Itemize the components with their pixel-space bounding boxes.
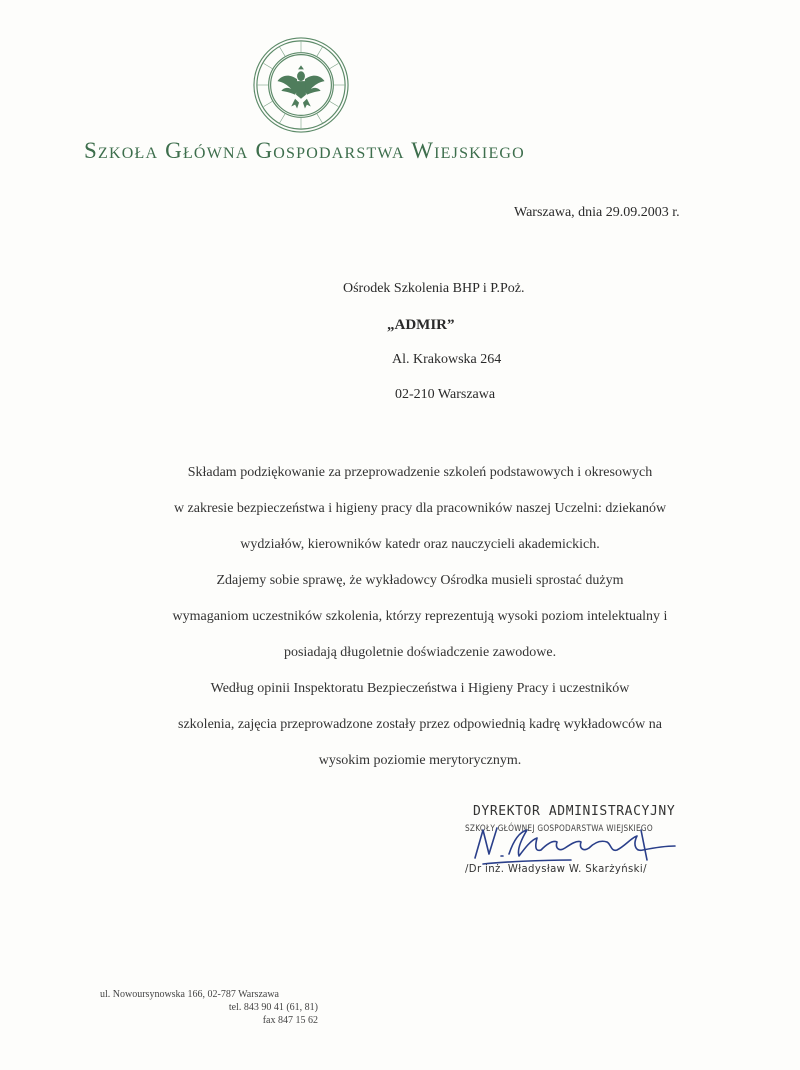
paragraph-opinion <box>130 671 710 779</box>
signatory-name: /Dr inż. Władysław W. Skarżyński/ <box>465 862 647 875</box>
body-line: posiadają długoletnie doświadczenie zawodowe. <box>283 645 557 660</box>
footer-contact <box>100 988 320 1027</box>
university-seal-icon <box>252 36 350 134</box>
body-line: wydziałów, kierowników katedr oraz nauczycieli akademickich. <box>240 537 600 552</box>
date-line: Warszawa, dnia 29.09.2003 r. <box>514 205 680 220</box>
recipient-city: 02-210 Warszawa <box>395 387 496 402</box>
paragraph-thanks <box>130 455 710 563</box>
institution-name: Szkoła Główna Gospodarstwa Wiejskiego <box>84 138 525 163</box>
body-line: Zdajemy sobie sprawę, że wykładowcy Ośrodka musieli sprostać dużym <box>216 573 624 588</box>
recipient-street: Al. Krakowska 264 <box>392 352 502 367</box>
signatory-title: DYREKTOR ADMINISTRACYJNY <box>473 804 676 819</box>
recipient-name: „ADMIR” <box>387 317 455 333</box>
body-line: szkolenia, zajęcia przeprowadzone zostały przez odpowiednią kadrę wykładowców na <box>178 717 662 732</box>
body-line: wysokim poziomie merytorycznym. <box>318 753 522 768</box>
body-line: Składam podziękowanie za przeprowadzenie szkoleń podstawowych i okresowych <box>187 465 653 480</box>
paragraph-requirements <box>130 563 710 671</box>
footer-tel: tel. 843 90 41 (61, 81) <box>228 1002 318 1013</box>
body-line: Według opinii Inspektoratu Bezpieczeństwa i Higieny Pracy i uczestników <box>210 681 630 696</box>
signature-block <box>455 804 695 894</box>
letter-body <box>130 455 710 779</box>
signatory-school: SZKOŁY GŁÓWNEJ GOSPODARSTWA WIEJSKIEGO <box>465 824 653 834</box>
recipient-organization: Ośrodek Szkolenia BHP i P.Poż. <box>343 281 525 296</box>
handwritten-signature-icon <box>461 820 697 868</box>
footer-address: ul. Nowoursynowska 166, 02-787 Warszawa <box>100 989 279 1000</box>
body-line: wymaganiom uczestników szkolenia, którzy reprezentują wysoki poziom intelektualny i <box>172 609 668 624</box>
body-line: w zakresie bezpieczeństwa i higieny pracy dla pracowników naszej Uczelni: dziekanów <box>173 501 667 516</box>
footer-fax: fax 847 15 62 <box>262 1015 318 1026</box>
